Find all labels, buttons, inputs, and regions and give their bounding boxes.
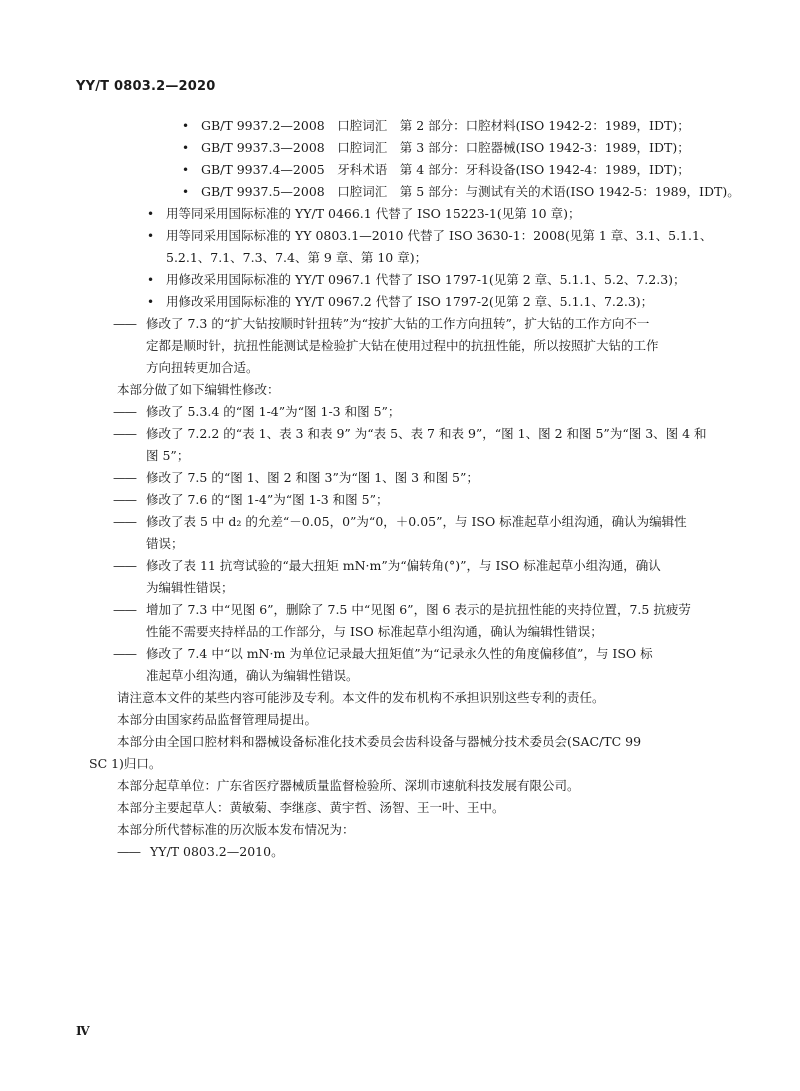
editorial-intro: 本部分做了如下编辑性修改： — [117, 382, 280, 397]
editorial-item-continuation: 为编辑性错误； — [146, 580, 234, 595]
editorial-item: —— 修改了 7.4 中“以 mN·m 为单位记录最大扭矩值”为“记录永久性的角度偏移值”，与 ISO 标 — [146, 643, 653, 665]
editorial-item: —— 增加了 7.3 中“见图 6”，删除了 7.5 中“见图 6”，图 6 表示的是抗扭性能的夹持位置，7.5 抗疲劳 — [146, 599, 691, 621]
bullet-item-continuation: 5.2.1、7.1、7.3、7.4、第 9 章、第 10 章)； — [166, 250, 428, 265]
bullet-item: • 用等同采用国际标准的 YY/T 0466.1 代替了 ISO 15223-1(见第 10 章)； — [166, 203, 580, 225]
committee-paragraph: 本部分由全国口腔材料和器械设备标准化技术委员会齿科设备与器械分技术委员会(SAC/TC 99 — [117, 734, 642, 749]
drafters-paragraph: 本部分主要起草人：黄敏菊、李继彦、黄宇哲、汤智、王一叶、王中。 — [117, 800, 505, 815]
editorial-item: —— 修改了表 5 中 d₂ 的允差“－0.05，0”为“0，＋0.05”，与 ISO 标准起草小组沟通，确认为编辑性 — [146, 511, 687, 533]
editorial-item-continuation: 错误； — [146, 536, 184, 551]
editorial-item: —— 修改了 7.6 的“图 1-4”为“图 1-3 和图 5”； — [146, 489, 389, 511]
editorial-item-continuation: 图 5”； — [146, 448, 190, 463]
technical-change-continuation: 定都是顺时针，抗扭性能测试是检验扩大钻在使用过程中的抗扭性能，所以按照扩大钻的工作 — [146, 338, 659, 353]
patent-notice: 请注意本文件的某些内容可能涉及专利。本文件的发布机构不承担识别这些专利的责任。 — [117, 690, 605, 705]
committee-paragraph-continuation: SC 1)归口。 — [89, 756, 162, 771]
editorial-item: —— 修改了 7.2.2 的“表 1、表 3 和表 9” 为“表 5、表 7 和表 9”，“图 1、图 2 和图 5”为“图 3、图 4 和 — [146, 423, 707, 445]
editorial-item-continuation: 性能不需要夹持样品的工作部分，与 ISO 标准起草小组沟通，确认为编辑性错误； — [146, 624, 603, 639]
drafting-units-paragraph: 本部分起草单位：广东省医疗器械质量监督检验所、深圳市速航科技发展有限公司。 — [117, 778, 580, 793]
sub-bullet-item: • GB/T 9937.2—2008 口腔词汇 第 2 部分：口腔材料(ISO 1942-2：1989，IDT)； — [201, 115, 690, 137]
sub-bullet-item: • GB/T 9937.4—2005 牙科术语 第 4 部分：牙科设备(ISO 1942-4：1989，IDT)； — [201, 159, 690, 181]
editorial-item: —— 修改了表 11 抗弯试验的“最大扭矩 mN·m”为“偏转角(°)”，与 ISO 标准起草小组沟通，确认 — [146, 555, 661, 577]
bullet-item: • 用修改采用国际标准的 YY/T 0967.2 代替了 ISO 1797-2(见第 2 章、5.1.1、7.2.3)； — [166, 291, 653, 313]
editorial-item-continuation: 准起草小组沟通，确认为编辑性错误。 — [146, 668, 359, 683]
technical-change-continuation: 方向扭转更加合适。 — [146, 360, 259, 375]
editorial-item: —— 修改了 7.5 的“图 1、图 2 和图 3”为“图 1、图 3 和图 5”； — [146, 467, 479, 489]
history-intro: 本部分所代替标准的历次版本发布情况为： — [117, 822, 355, 837]
history-item: —— YY/T 0803.2—2010。 — [150, 841, 284, 863]
editorial-item: —— 修改了 5.3.4 的“图 1-4”为“图 1-3 和图 5”； — [146, 401, 400, 423]
bullet-item: • 用等同采用国际标准的 YY 0803.1—2010 代替了 ISO 3630-1：2008(见第 1 章、3.1、5.1.1、 — [166, 225, 712, 247]
document-code: YY/T 0803.2—2020 — [76, 79, 216, 94]
bullet-item: • 用修改采用国际标准的 YY/T 0967.1 代替了 ISO 1797-1(见第 2 章、5.1.1、5.2、7.2.3)； — [166, 269, 686, 291]
technical-change-item: —— 修改了 7.3 的“扩大钻按顺时针扭转”为“按扩大钻的工作方向扭转”，扩大钻的工作方向不一 — [146, 313, 649, 335]
proposer-paragraph: 本部分由国家药品监督管理局提出。 — [117, 712, 318, 727]
page-number: Ⅳ — [76, 1024, 90, 1038]
sub-bullet-item: • GB/T 9937.5—2008 口腔词汇 第 5 部分：与测试有关的术语(ISO 1942-5：1989，IDT)。 — [201, 181, 740, 203]
sub-bullet-item: • GB/T 9937.3—2008 口腔词汇 第 3 部分：口腔器械(ISO 1942-3：1989，IDT)； — [201, 137, 690, 159]
